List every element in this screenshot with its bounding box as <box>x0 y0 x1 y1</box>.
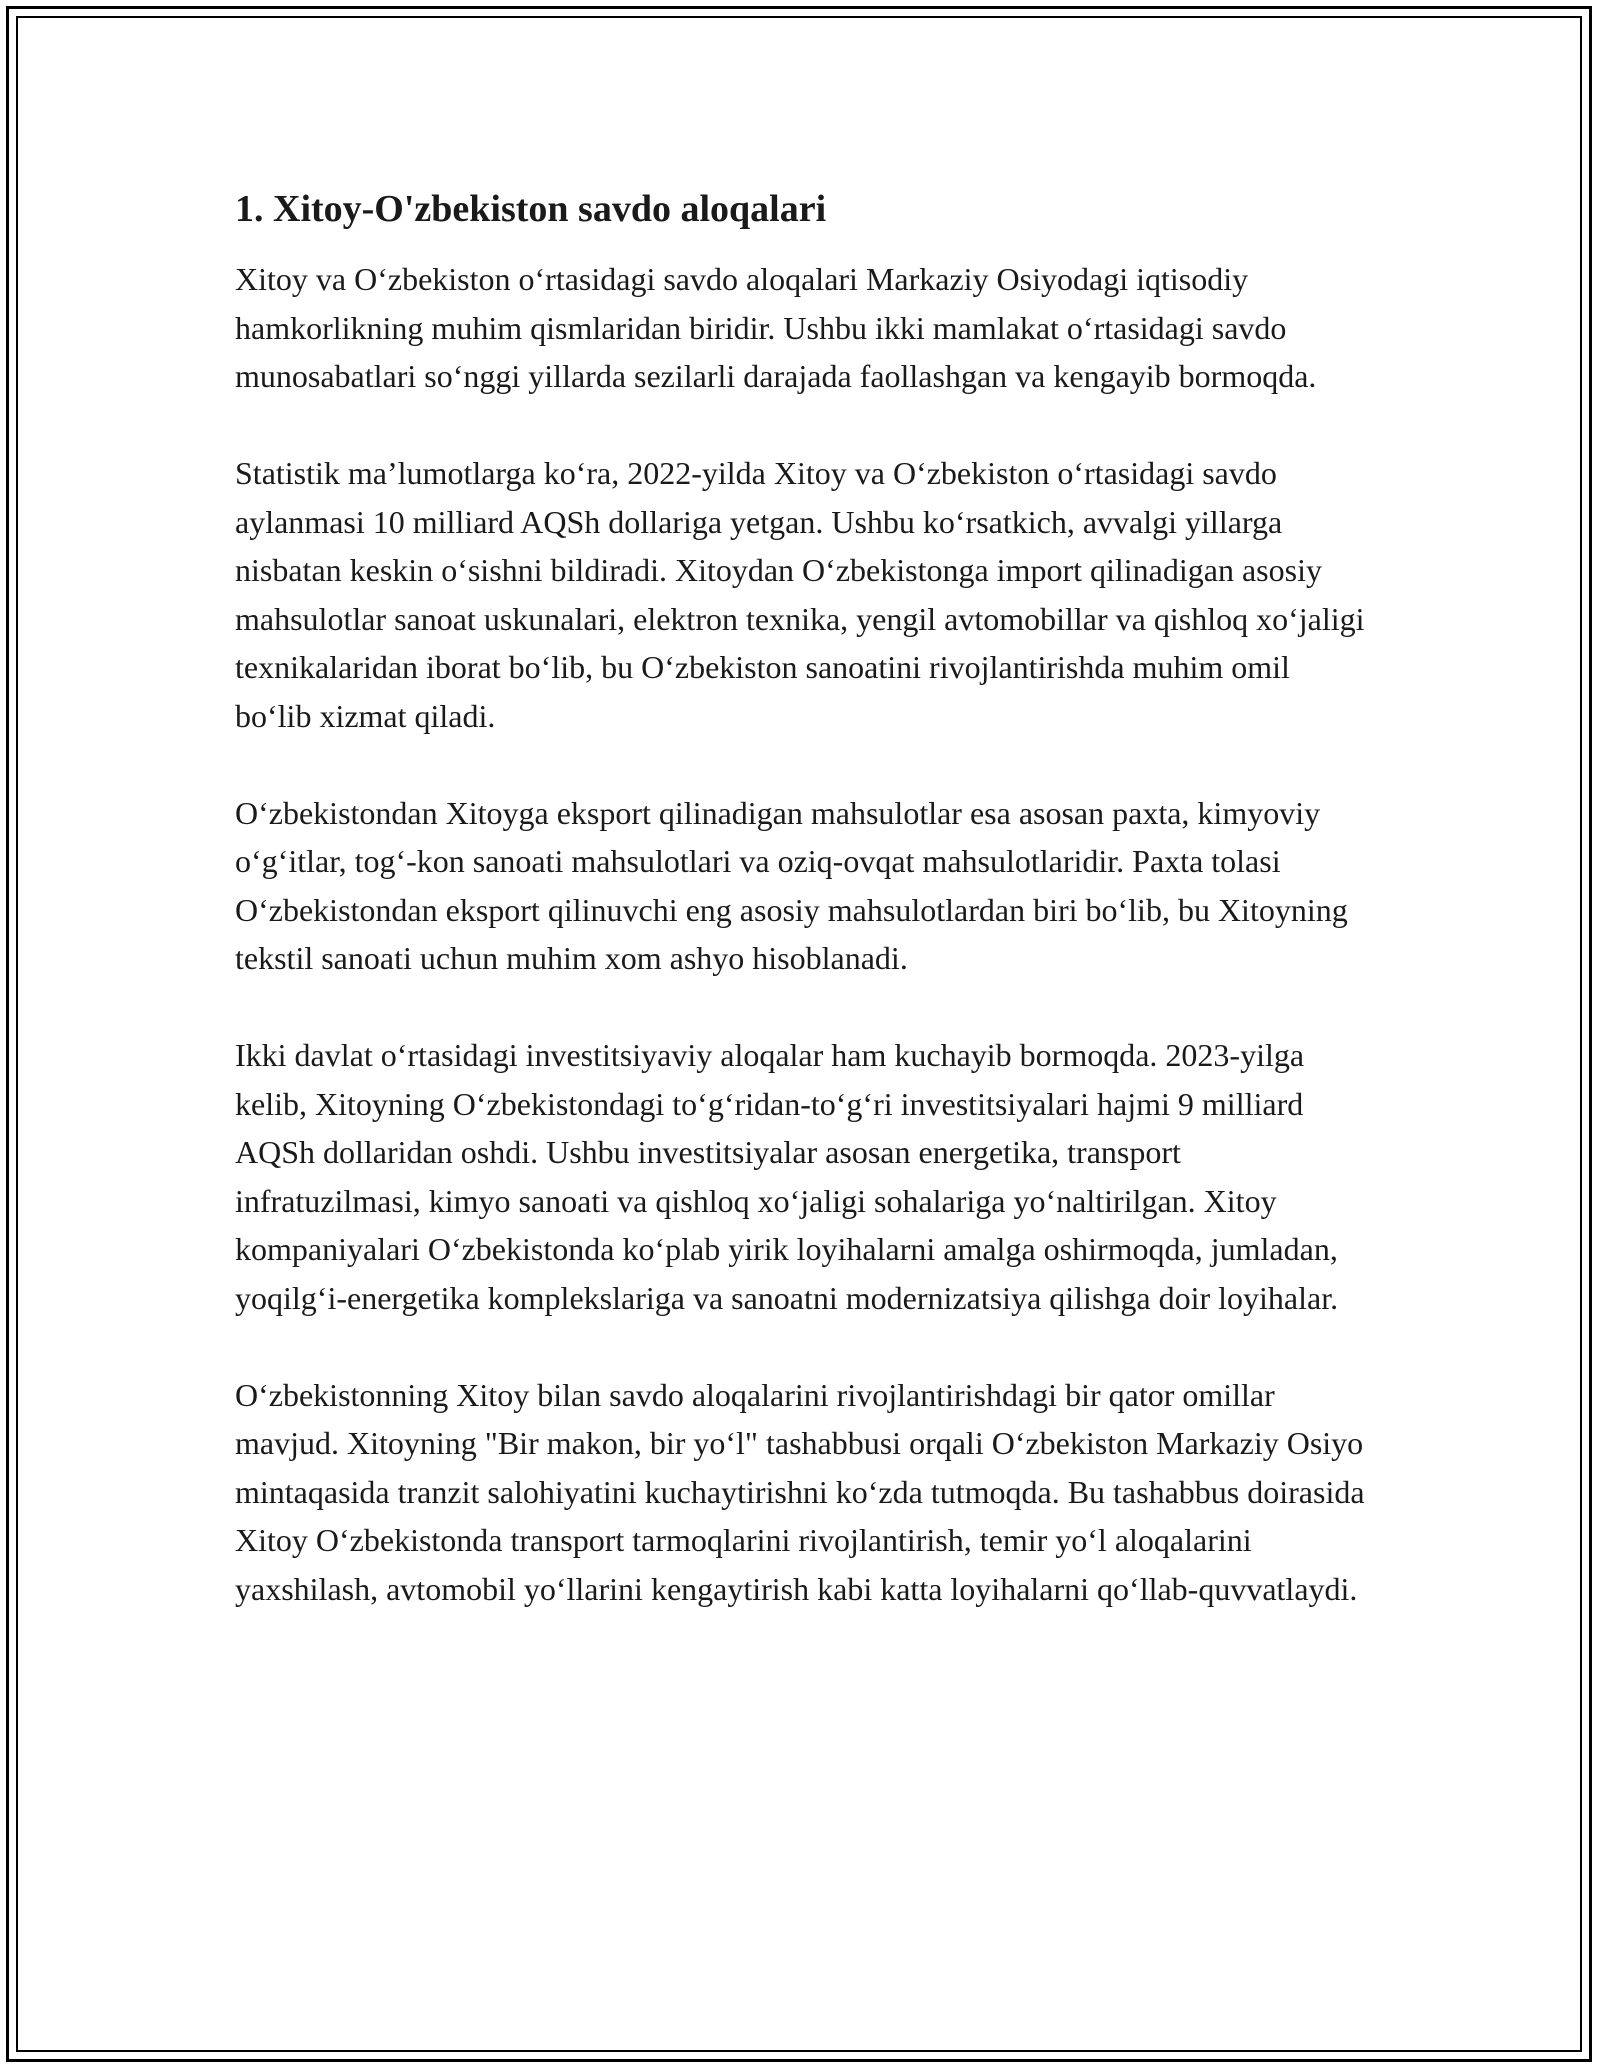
paragraph-5: O‘zbekistonning Xitoy bilan savdo aloqalarini rivojlantirishdagi bir qator omillar mavjud. Xitoyning "Bir makon, bir yo‘l" tashabbusi orqali O‘zbekiston Markaziy Osiyo mintaqasida tranzit salohiyatini kuchaytirishni ko‘zda tutmoqda. Bu tashabbus doirasida Xitoy O‘zbekistonda transport tarmoqlarini rivojlantirish, temir yo‘l aloqalarini yaxshilash, avtomobil yo‘llarini kengaytirish kabi katta loyihalarni qo‘llab-quvvatlaydi. <box>235 1376 1365 1607</box>
section-title: 1. Xitoy-O'zbekiston savdo aloqalari <box>235 188 827 230</box>
paragraph-2: Statistik ma’lumotlarga ko‘ra, 2022-yilda Xitoy va O‘zbekiston o‘rtasidagi savdo aylanmasi 10 milliard AQSh dollariga yetgan. Ushbu ko‘rsatkich, avvalgi yillarga nisbatan keskin o‘sishni bildiradi. Xitoydan O‘zbekistonga import qilinadigan asosiy mahsulotlar sanoat uskunalari, elektron texnika, yengil avtomobillar va qishloq xo‘jaligi texnikalaridan iborat bo‘lib, bu O‘zbekiston sanoatini rivojlantirishda muhim omil bo‘lib xizmat qiladi. <box>235 455 1365 734</box>
paragraph-1: Xitoy va O‘zbekiston o‘rtasidagi savdo aloqalari Markaziy Osiyodagi iqtisodiy hamkorlikning muhim qismlaridan biridir. Ushbu ikki mamlakat o‘rtasidagi savdo munosabatlari so‘nggi yillarda sezilarli darajada faollashgan va kengayib bormoqda. <box>235 261 1317 394</box>
paragraph-4: Ikki davlat o‘rtasidagi investitsiyaviy aloqalar ham kuchayib bormoqda. 2023-yilga kelib, Xitoyning O‘zbekistondagi to‘g‘ridan-to‘g‘ri investitsiyalari hajmi 9 milliard AQSh dollaridan oshdi. Ushbu investitsiyalar asosan energetika, transport infratuzilmasi, kimyo sanoati va qishloq xo‘jaligi sohalariga yo‘naltirilgan. Xitoy kompaniyalari O‘zbekistonda ko‘plab yirik loyihalarni amalga oshirmoqda, jumladan, yoqilg‘i-energetika komplekslariga va sanoatni modernizatsiya qilishga doir loyihalar. <box>235 1037 1339 1316</box>
document-body <box>235 185 1365 1613</box>
paragraph-3: O‘zbekistondan Xitoyga eksport qilinadigan mahsulotlar esa asosan paxta, kimyoviy o‘g‘itlar, tog‘-kon sanoati mahsulotlari va oziq-ovqat mahsulotlaridir. Paxta tolasi O‘zbekistondan eksport qilinuvchi eng asosiy mahsulotlardan biri bo‘lib, bu Xitoyning tekstil sanoati uchun muhim xom ashyo hisoblanadi. <box>235 794 1348 976</box>
